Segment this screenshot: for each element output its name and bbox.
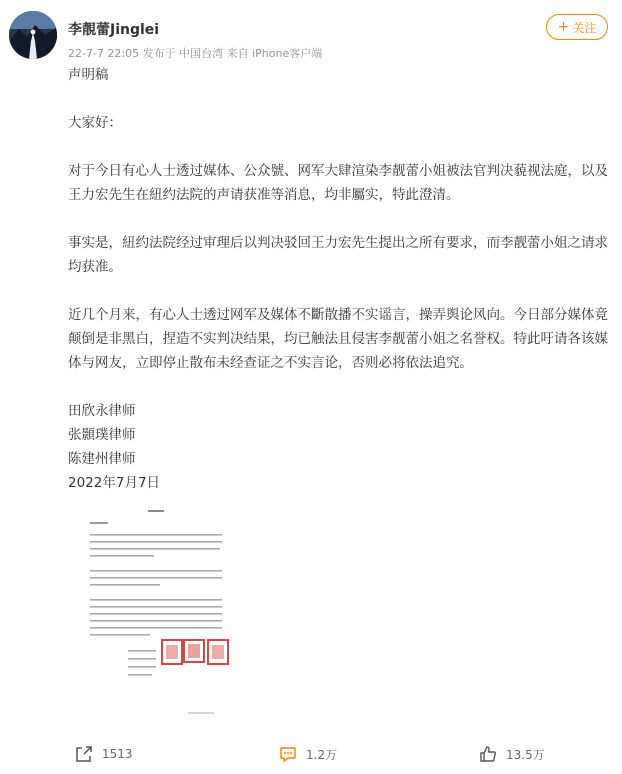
post-paragraph: 近几个月来，有心人士透过网军及媒体不斷散播不实谣言，操弄舆论风向。今日部分媒体竟颠倒是非黑白，捏造不实判决结果，均已触法且侵害李靓蕾小姐之名誉权。特此吁请各该媒体与网友，立即停止散布未经查证之不实言论，否则必将依法追究。	[68, 307, 608, 371]
comment-count: 1.2万	[306, 747, 338, 762]
document-image[interactable]	[68, 500, 246, 730]
like-count: 13.5万	[506, 747, 545, 762]
avatar-image	[9, 11, 57, 59]
signature-line: 田欣永律师	[68, 403, 136, 419]
signature-line: 陈建州律师	[68, 451, 136, 467]
like-icon	[478, 744, 498, 764]
post-paragraph: 事实是，紐约法院经过审理后以判决驳回王力宏先生提出之所有要求，而李靓蕾小姐之请求均获准。	[68, 235, 608, 275]
comment-icon	[278, 744, 298, 764]
post-heading: 声明稿	[68, 67, 109, 83]
document-preview	[68, 500, 246, 730]
post-date: 2022年7月7日	[68, 475, 161, 491]
signature-line: 张顥璞律师	[68, 427, 136, 443]
follow-plus-icon: +	[557, 19, 570, 35]
repost-icon	[74, 744, 94, 764]
avatar[interactable]	[9, 11, 57, 59]
post-body	[68, 63, 608, 495]
action-bar	[0, 744, 622, 772]
repost-count: 1513	[102, 747, 133, 761]
follow-button[interactable]	[546, 14, 608, 40]
follow-label: 关注	[572, 20, 597, 35]
like-button[interactable]	[478, 744, 545, 764]
repost-button[interactable]	[74, 744, 133, 764]
post-meta: 22-7-7 22:05 发布于 中国台湾 来自 iPhone客户端	[68, 47, 323, 60]
author-name[interactable]: 李靚蕾Jinglei	[68, 22, 160, 38]
comment-button[interactable]	[278, 744, 337, 764]
post-greeting: 大家好：	[68, 115, 122, 131]
post-paragraph: 对于今日有心人士透过媒体、公众號、网军大肆渲染李靓蕾小姐被法官判决藐视法庭，以及王力宏先生在紐约法院的声请获准等消息，均非屬实，特此澄清。	[68, 163, 608, 203]
